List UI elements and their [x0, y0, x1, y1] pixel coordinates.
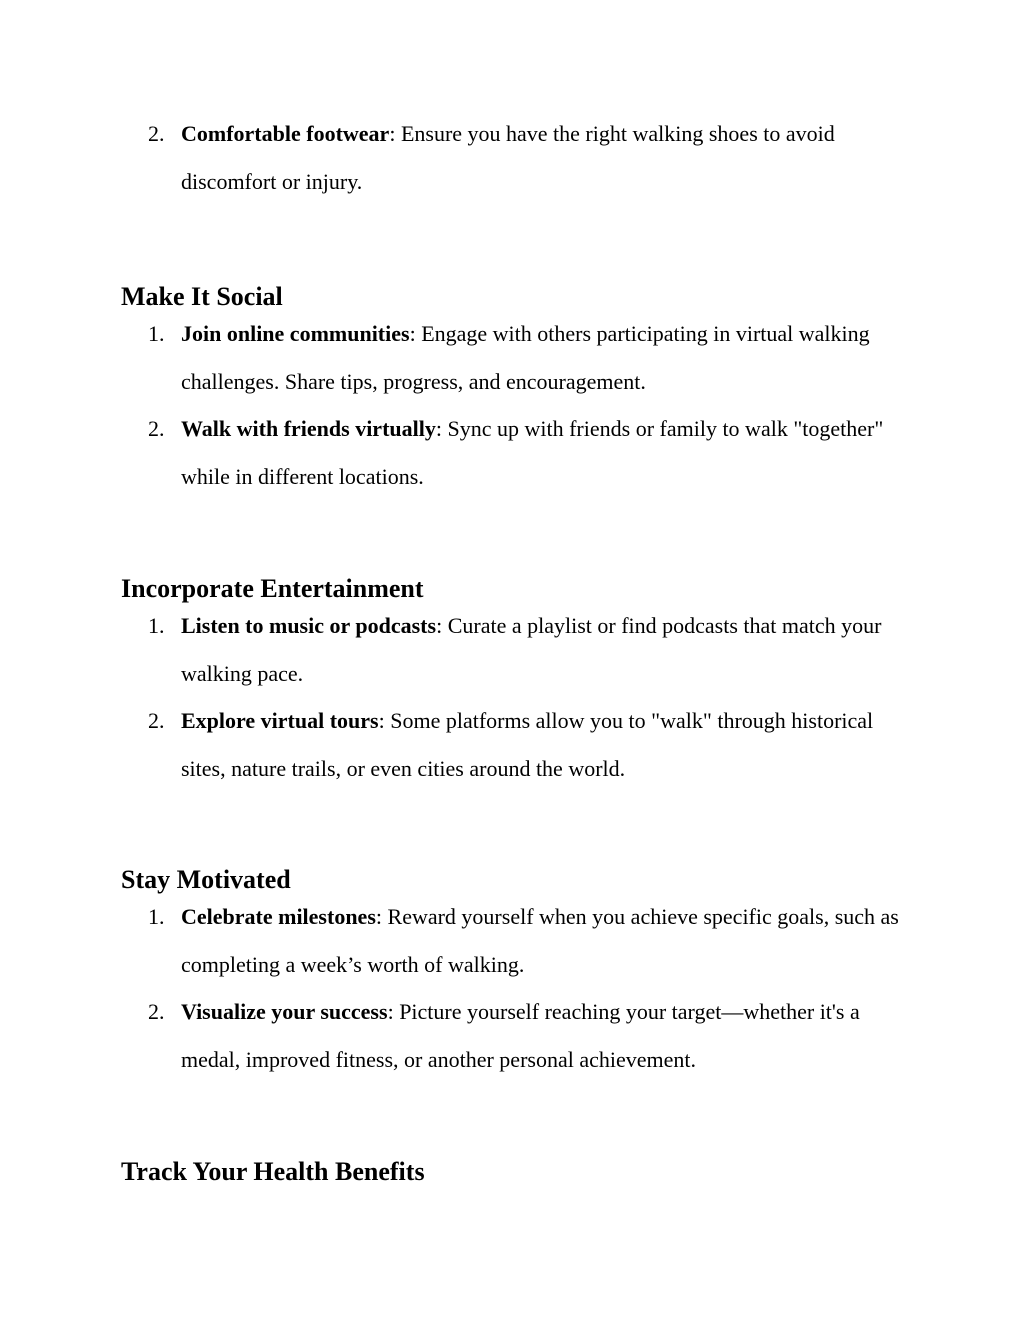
list-item-number: 1. — [148, 613, 165, 638]
list-item-body — [181, 110, 911, 205]
list-item-body — [181, 310, 911, 405]
list-item-text: Some platforms allow you to "walk" through historical sites, nature trails, or even cities around the world. — [181, 708, 874, 781]
list-item-term: Explore virtual tours — [181, 708, 379, 733]
list-item — [0, 310, 1024, 405]
list-item-number: 2. — [148, 708, 165, 733]
list-item-text: Ensure you have the right walking shoes to avoid discomfort or injury. — [181, 121, 835, 194]
list-item-text: Engage with others participating in virtual walking challenges. Share tips, progress, and encouragement. — [181, 321, 870, 394]
list-item-term: Celebrate milestones — [181, 904, 376, 929]
list-item-separator: : — [436, 613, 443, 638]
list-item — [0, 405, 1024, 500]
list-item-term: Comfortable footwear — [181, 121, 390, 146]
list-item-number: 2. — [148, 416, 165, 441]
list-item-body — [181, 697, 911, 792]
list-item-term: Join online communities — [181, 321, 410, 346]
section-heading: Incorporate Entertainment — [121, 574, 424, 603]
list-item-number: 1. — [148, 321, 165, 346]
list-item-body — [181, 893, 911, 988]
list-item-body — [181, 988, 911, 1083]
list-item — [0, 893, 1024, 988]
list-item-number: 2. — [148, 999, 165, 1024]
list-item-text: Picture yourself reaching your target—whether it's a medal, improved fitness, or another personal achievement. — [181, 999, 860, 1072]
list-item-body — [181, 405, 911, 500]
intro-list — [0, 110, 1024, 205]
section-heading: Stay Motivated — [121, 865, 291, 894]
list-item-text: Reward yourself when you achieve specific goals, such as completing a week’s worth of walking. — [181, 904, 899, 977]
list-item-term: Visualize your success — [181, 999, 388, 1024]
list-item-number: 1. — [148, 904, 165, 929]
section-heading: Track Your Health Benefits — [121, 1157, 425, 1186]
section-list — [0, 893, 1024, 1083]
list-item-text: Sync up with friends or family to walk "together" while in different locations. — [181, 416, 884, 489]
list-item-separator: : — [409, 321, 416, 346]
list-item-separator: : — [389, 121, 396, 146]
list-item-separator: : — [375, 904, 383, 929]
list-item — [0, 602, 1024, 697]
list-item — [0, 988, 1024, 1083]
list-item-term: Listen to music or podcasts — [181, 613, 437, 638]
list-item — [0, 697, 1024, 792]
list-item-number: 2. — [148, 121, 165, 146]
list-item-text: Curate a playlist or find podcasts that match your walking pace. — [181, 613, 882, 686]
list-item-body — [181, 602, 911, 697]
list-item-term: Walk with friends virtually — [181, 416, 436, 441]
section-list — [0, 602, 1024, 792]
list-item-separator: : — [378, 708, 385, 733]
section-heading: Make It Social — [121, 282, 283, 311]
list-item-separator: : — [435, 416, 442, 441]
list-item — [0, 110, 1024, 205]
list-item-separator: : — [387, 999, 394, 1024]
section-list — [0, 310, 1024, 500]
